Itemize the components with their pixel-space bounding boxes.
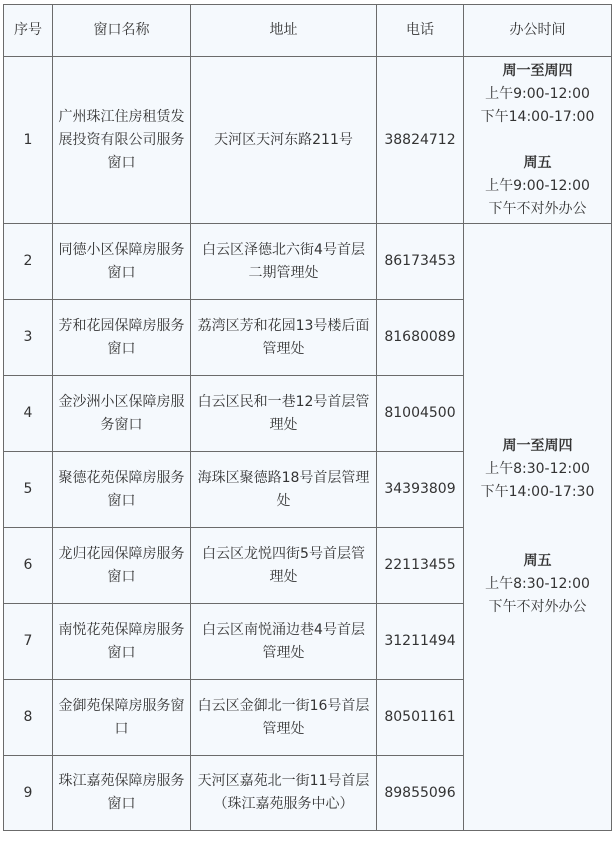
row-name: 南悦花苑保障房服务窗口 — [53, 604, 191, 680]
hours-fri-am: 上午8:30-12:00 — [485, 576, 590, 592]
row-no: 1 — [4, 57, 53, 224]
hours-mon-thu-pm: 下午14:00-17:00 — [480, 108, 595, 125]
row-address: 白云区南悦涌边巷4号首层管理处 — [191, 604, 377, 680]
row-address: 白云区龙悦四街5号首层管理处 — [191, 528, 377, 604]
row-phone: 31211494 — [377, 604, 464, 680]
row-name: 同德小区保障房服务窗口 — [53, 224, 191, 300]
row-name: 金御苑保障房服务窗口 — [53, 680, 191, 756]
row-address: 天河区天河东路211号 — [191, 57, 377, 224]
header-hours: 办公时间 — [464, 5, 612, 57]
row-no: 7 — [4, 604, 53, 680]
row-address: 荔湾区芳和花园13号楼后面管理处 — [191, 300, 377, 376]
hours-fri-pm: 下午不对外办公 — [488, 200, 587, 217]
row-phone: 34393809 — [377, 452, 464, 528]
row-phone: 81004500 — [377, 376, 464, 452]
row-name: 广州珠江住房租赁发展投资有限公司服务窗口 — [53, 57, 191, 224]
hours-mon-thu-label: 周一至周四 — [502, 62, 573, 79]
hours-fri-label: 周五 — [523, 553, 552, 569]
hours-fri-am: 上午9:00-12:00 — [485, 177, 590, 194]
service-window-table — [3, 4, 612, 831]
office-hours-cell — [464, 57, 612, 224]
row-phone: 38824712 — [377, 57, 464, 224]
row-name: 龙归花园保障房服务窗口 — [53, 528, 191, 604]
office-hours-cell-shared — [464, 224, 612, 831]
hours-mon-thu-pm: 下午14:00-17:30 — [480, 484, 595, 500]
header-address: 地址 — [191, 5, 377, 57]
header-name: 窗口名称 — [53, 5, 191, 57]
row-address: 天河区嘉苑北一街11号首层（珠江嘉苑服务中心） — [191, 756, 377, 831]
header-phone: 电话 — [377, 5, 464, 57]
row-phone: 80501161 — [377, 680, 464, 756]
row-address: 白云区民和一巷12号首层管理处 — [191, 376, 377, 452]
table-row — [4, 57, 612, 224]
row-no: 2 — [4, 224, 53, 300]
row-address: 白云区金御北一街16号首层管理处 — [191, 680, 377, 756]
row-no: 5 — [4, 452, 53, 528]
row-address: 白云区泽德北六街4号首层二期管理处 — [191, 224, 377, 300]
row-name: 芳和花园保障房服务窗口 — [53, 300, 191, 376]
row-phone: 89855096 — [377, 756, 464, 831]
row-no: 3 — [4, 300, 53, 376]
row-no: 4 — [4, 376, 53, 452]
row-name: 聚德花苑保障房服务窗口 — [53, 452, 191, 528]
header-no: 序号 — [4, 5, 53, 57]
hours-fri-pm: 下午不对外办公 — [488, 599, 587, 615]
hours-mon-thu-label: 周一至周四 — [502, 438, 573, 454]
row-name: 珠江嘉苑保障房服务窗口 — [53, 756, 191, 831]
table-row — [4, 224, 612, 300]
row-phone: 86173453 — [377, 224, 464, 300]
hours-mon-thu-am: 上午8:30-12:00 — [485, 461, 590, 477]
row-phone: 22113455 — [377, 528, 464, 604]
hours-fri-label: 周五 — [523, 154, 552, 171]
row-no: 9 — [4, 756, 53, 831]
row-phone: 81680089 — [377, 300, 464, 376]
hours-mon-thu-am: 上午9:00-12:00 — [485, 85, 590, 102]
row-name: 金沙洲小区保障房服务窗口 — [53, 376, 191, 452]
row-address: 海珠区聚德路18号首层管理处 — [191, 452, 377, 528]
row-no: 6 — [4, 528, 53, 604]
row-no: 8 — [4, 680, 53, 756]
table-header-row — [4, 5, 612, 57]
